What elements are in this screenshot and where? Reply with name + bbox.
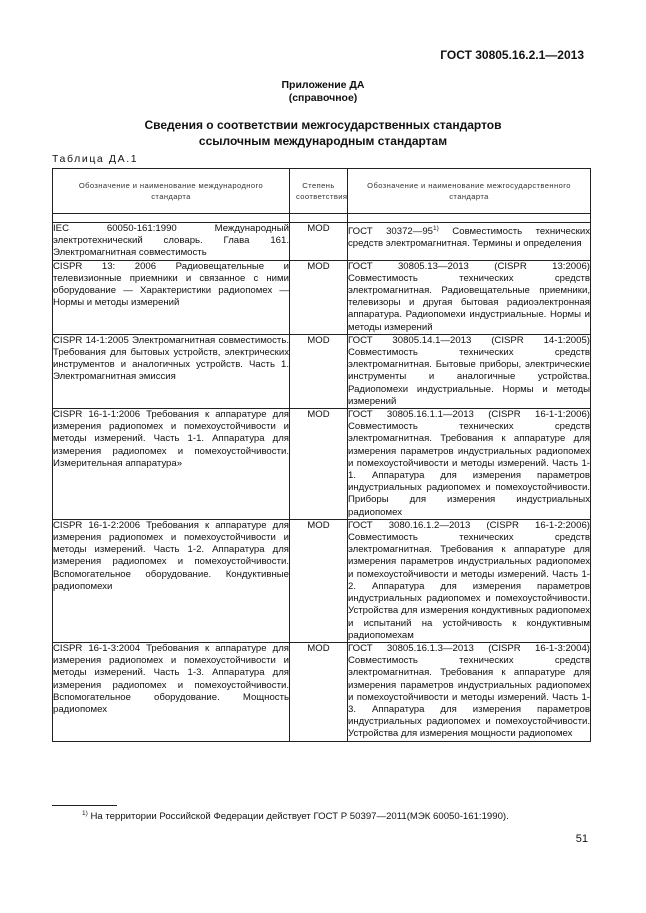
degree-cell: MOD <box>290 260 348 334</box>
section-title <box>0 117 646 149</box>
international-standard-cell: CISPR 16-1-3:2004 Требования к аппаратуре для измерения радиопомех и помехоустойчивости и методы измерений. Часть 1-3. Аппаратура для измерения радиопомех и помехоустойчивости. Вспомогательное оборудование. Мощность радиопомех <box>53 642 290 741</box>
footnote-text: На территории Российской Федерации действует ГОСТ Р 50397—2011(МЭК 60050-161:1990). <box>87 811 509 823</box>
annex-subtitle: (справочное) <box>288 92 358 104</box>
interstate-standard-text-continued: Совместимость технических средств электромагнитная. Термины и определения <box>348 226 590 250</box>
table-row <box>53 519 591 642</box>
header-degree-of-correspondence: Степень соответствия <box>290 169 348 214</box>
section-title-line-2: ссылочным международным стандартам <box>198 134 448 148</box>
international-standard-cell: CISPR 14-1:2005 Электромагнитная совместимость. Требования для бытовых устройств, электрических инструментов и аналогичных устройств. Часть 1. Электромагнитная эмиссия <box>53 334 290 408</box>
table-row <box>53 223 591 261</box>
header-interstate-standard: Обозначение и наименование межгосударственного стандарта <box>348 169 591 214</box>
interstate-standard-text: ГОСТ 30372—95 <box>348 226 434 238</box>
table-row <box>53 642 591 741</box>
degree-cell: MOD <box>290 334 348 408</box>
footnote-mark: 1) <box>82 810 88 817</box>
section-title-line-1: Сведения о соответствии межгосударственных стандартов <box>144 118 502 132</box>
interstate-standard-cell <box>348 223 591 261</box>
annex-heading <box>0 79 646 105</box>
document-code-header: ГОСТ 30805.16.2.1—2013 <box>440 48 584 62</box>
page-number: 51 <box>575 833 588 845</box>
interstate-standard-cell: ГОСТ 3080.16.1.2—2013 (CISPR 16-1-2:2006) Совместимость технических средств электромагнитная. Требования к аппаратуре для измерения параметров индустриальных радиопомех и помехоустойчивости и методы измерений. Часть 1-2. Аппаратура для измерения параметров индустриальных радиопомех и помехоустойчивости. Устройства для измерения кондуктивных радиопомех и испытаний на устойчивость к кондуктивным радиопомехам <box>348 519 590 641</box>
degree-cell: MOD <box>290 223 348 261</box>
footnote-reference-mark: 1) <box>433 225 439 232</box>
table-row <box>53 409 591 520</box>
footnote <box>82 810 509 822</box>
international-standard-cell: CISPR 16-1-1:2006 Требования к аппаратуре для измерения радиопомех и помехоустойчивости и методы измерений. Часть 1-1. Аппаратура для измерения радиопомех и помехоустойчивости. Измерительная аппаратура» <box>53 409 290 520</box>
annex-title: Приложение ДА <box>281 79 365 91</box>
interstate-standard-cell: ГОСТ 30805.13—2013 (CISPR 13:2006) Совместимость технических средств электромагнитная. Радиовещательные приемники, телевизоры и другая бытовая радиоэлектронная аппаратура. Радиопомехи индустриальные. Нормы и методы измерений <box>348 260 590 333</box>
table-spacer-row <box>53 214 591 223</box>
international-standard-cell: CISPR 16-1-2:2006 Требования к аппаратуре для измерения радиопомех и помехоустойчивости и методы измерений. Часть 1-2. Аппаратура для измерения радиопомех и помехоустойчивости. Вспомогательное оборудование. Кондуктивные радиопомехи <box>53 519 290 642</box>
international-standard-cell: IEC 60050-161:1990 Международный электротехнический словарь. Глава 161. Электромагнитная совместимость <box>53 223 289 259</box>
degree-cell: MOD <box>290 409 348 520</box>
degree-cell: MOD <box>290 519 348 642</box>
table-row <box>53 334 591 408</box>
interstate-standard-cell: ГОСТ 30805.14.1—2013 (CISPR 14-1:2005) Совместимость технических средств электромагнитная. Бытовые приборы, электрические инструменты и аналогичные устройства. Радиопомехи индустриальные. Нормы и методы измерений <box>348 334 590 407</box>
table-label: Таблица ДА.1 <box>52 153 139 165</box>
degree-cell: MOD <box>290 642 348 741</box>
header-international-standard: Обозначение и наименование международного стандарта <box>53 169 290 214</box>
footnote-separator <box>52 805 117 806</box>
international-standard-cell: CISPR 13: 2006 Радиовещательные и телевизионные приемники и связанное с ними оборудование — Характеристики радиопомех — Нормы и методы измерений <box>53 260 290 334</box>
interstate-standard-cell: ГОСТ 30805.16.1.3—2013 (CISPR 16-1-3:2004) Совместимость технических средств электромагнитная. Требования к аппаратуре для измерения параметров индустриальных радиопомех и помехоустойчивости и методы измерений. Часть 1-3. Аппаратура для измерения параметров индустриальных радиопомех и помехоустойчивости. Устройства для измерения мощности радиопомех <box>348 642 590 740</box>
interstate-standard-cell: ГОСТ 30805.16.1.1—2013 (CISPR 16-1-1:2006) Совместимость технических средств электромагнитная. Требования к аппаратуре для измерения параметров индустриальных радиопомех и помехоустойчивости и методы измерений. Часть 1-1. Аппаратура для измерения параметров индустриальных радиопомех и помехоустойчивости. Приборы для измерения индустриальных радиопомех <box>348 409 590 518</box>
standards-correspondence-table <box>52 168 591 742</box>
table-row <box>53 260 591 334</box>
table-header-row <box>53 169 591 214</box>
